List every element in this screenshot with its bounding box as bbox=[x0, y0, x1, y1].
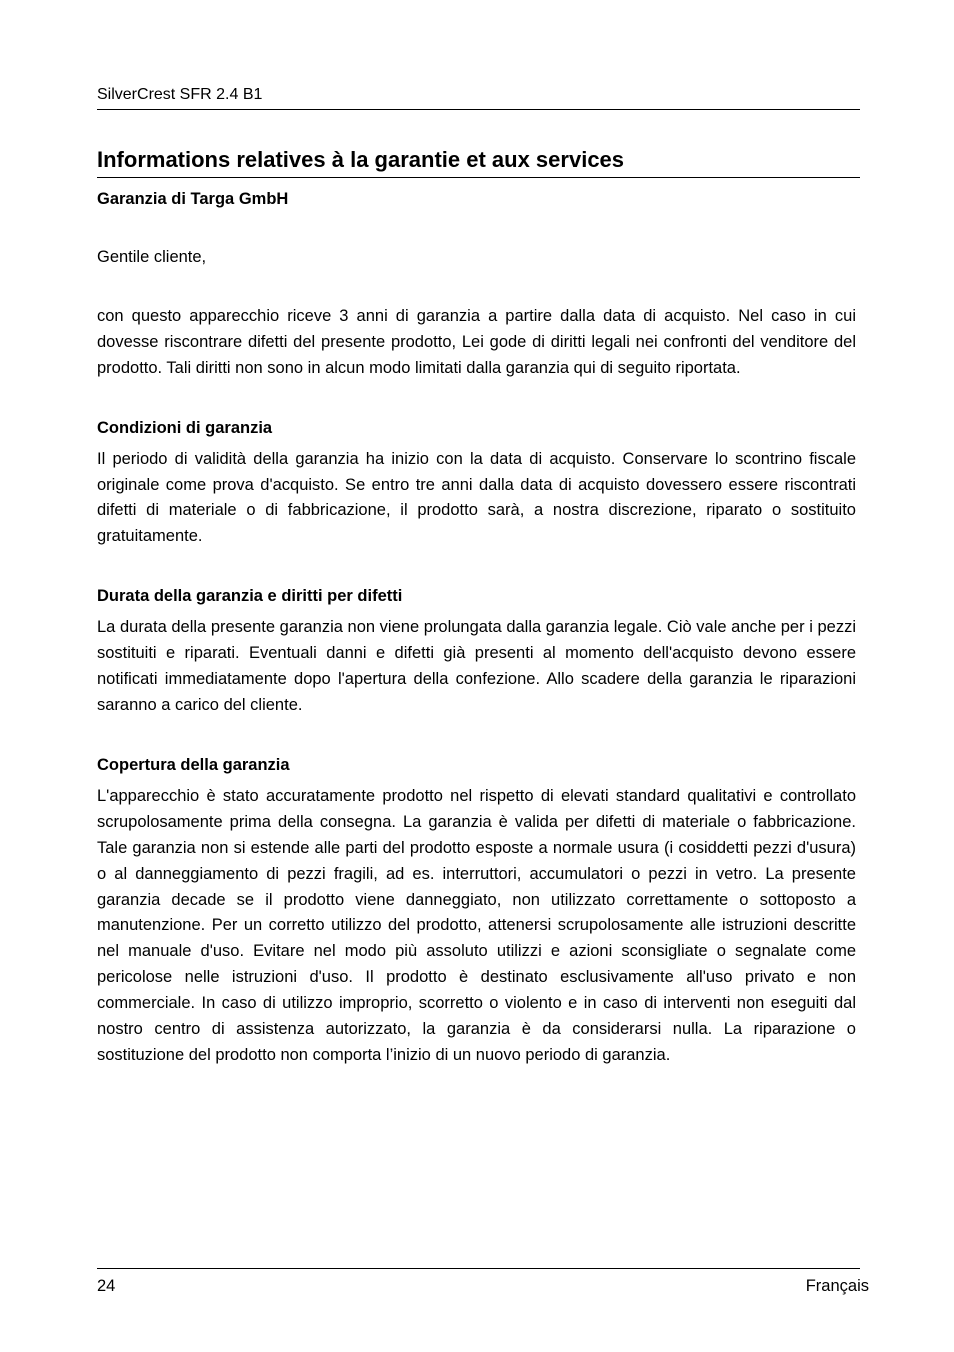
intro-paragraph: con questo apparecchio riceve 3 anni di garanzia a partire dalla data di acquisto. Nel caso in cui dovesse riscontrare difetti del presente prodotto, Lei gode di diritti legali nei confronti del venditore del prodotto. Tali diritti non sono in alcun modo limitati dalla garanzia qui di seguito riportata. bbox=[97, 306, 856, 377]
coverage-paragraph: L'apparecchio è stato accuratamente prodotto nel rispetto di elevati standard qualitativi e controllato scrupolosamente prima della consegna. La garanzia è valida per difetti di materiale o fabbricazione. Tale garanzia non si estende alle parti del prodotto esposte a normale usura (i cosiddetti pezzi d'usura) o al danneggiamento di pezzi fragili, ad es. interruttori, accumulatori o pezzi in vetro. La presente garanzia decade se il prodotto viene danneggiato, non utilizzato correttamente o sottoposto a manutenzione. Per un corretto utilizzo del prodotto, attenersi scrupolosamente alle istruzioni descritte nel manuale d'uso. Evitare nel modo più assoluto utilizzi e azioni sconsigliate o segnalate come pericolose nelle istruzioni d'uso. Il prodotto è destinato esclusivamente all'uso privato e non commerciale. In caso di utilizzo improprio, scorretto o violento e in caso di interventi non eseguiti dal nostro centro di assistenza autorizzato, la garanzia è da considerarsi nulla. La riparazione o sostituzione del prodotto non comporta l’inizio di un nuovo periodo di garanzia. bbox=[97, 786, 856, 1064]
duration-paragraph: La durata della presente garanzia non viene prolungata dalla garanzia legale. Ciò vale anche per i pezzi sostituiti e riparati. Eventuali danni e difetti già presenti al momento dell'acquisto devono essere notificati immediatamente dopo l'apertura della confezione. Allo scadere della garanzia le riparazioni saranno a carico del cliente. bbox=[97, 618, 856, 714]
header-rule bbox=[97, 109, 860, 110]
greeting-text: Gentile cliente, bbox=[97, 248, 207, 266]
page-content bbox=[97, 186, 856, 1069]
conditions-heading: Condizioni di garanzia bbox=[97, 418, 273, 437]
conditions-paragraph: Il periodo di validità della garanzia ha inizio con la data di acquisto. Conservare lo scontrino fiscale originale come prova d'acquisto. Se entro tre anni dalla data di acquisto dovessero essere riscontrati difetti di materiale o di fabbricazione, il prodotto sarà, a nostra discrezione, riparato o sostituito gratuitamente. bbox=[97, 449, 856, 546]
page-title: Informations relatives à la garantie et aux services bbox=[97, 147, 625, 172]
footer-rule bbox=[97, 1268, 860, 1269]
header-product-name: SilverCrest SFR 2.4 B1 bbox=[97, 86, 263, 103]
duration-heading: Durata della garanzia e diritti per difetti bbox=[97, 587, 403, 606]
title-rule bbox=[97, 177, 860, 178]
page-number: 24 bbox=[97, 1277, 116, 1295]
footer-language: Français bbox=[805, 1277, 869, 1295]
coverage-heading: Copertura della garanzia bbox=[97, 755, 290, 774]
warranty-heading: Garanzia di Targa GmbH bbox=[97, 190, 289, 208]
